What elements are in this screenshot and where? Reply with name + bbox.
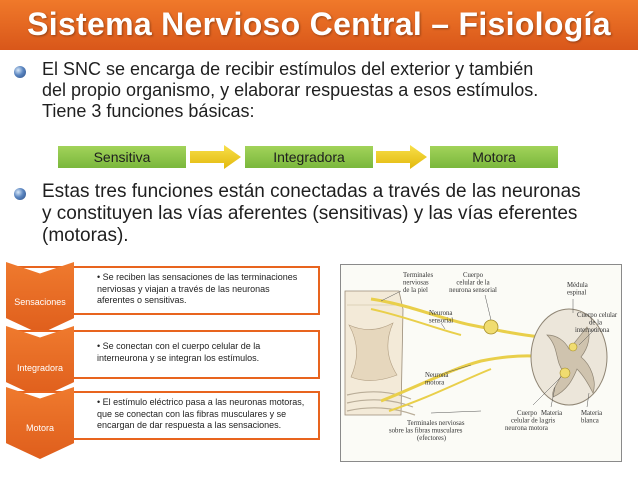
label-cuerpo-sensorial: Cuerpo celular de la neurona sensorial xyxy=(449,272,497,294)
label-neurona-sensorial: Neurona sensorial xyxy=(429,310,454,325)
function-sensitiva: Sensitiva xyxy=(58,146,186,168)
stage-line: • El estímulo eléctrico pasa a las neuronas motoras, xyxy=(97,397,305,407)
arrow-right-icon xyxy=(376,144,428,170)
bullet-icon xyxy=(14,66,26,78)
stage-line: aferentes o sensitivas. xyxy=(97,295,187,305)
title-bar xyxy=(0,0,638,50)
paragraph-intro xyxy=(42,59,538,122)
label-terminales-musculares: Terminales nerviosas sobre las fibras musculares (efectores) xyxy=(389,420,465,442)
label-materia-blanca: Materia blanca xyxy=(581,410,603,425)
paragraph-line: Tiene 3 funciones básicas: xyxy=(42,101,255,121)
stage-label: Motora xyxy=(25,423,54,433)
label-cuerpo-motora: Cuerpo celular de la neurona motora xyxy=(505,410,548,432)
paragraph-line: Estas tres funciones están conectadas a través de las neuronas xyxy=(42,181,581,202)
label-medula: Médula espinal xyxy=(567,282,588,297)
label-neurona-motora: Neurona motora xyxy=(425,372,449,387)
stage-line: nerviosas y viajan a través de las neuronas xyxy=(97,283,270,294)
label-materia-gris: Materia gris xyxy=(541,410,563,425)
paragraph-connection xyxy=(42,181,581,247)
stage-text xyxy=(97,397,314,432)
stage-label: Integradora xyxy=(16,363,64,373)
paragraph-line: (motoras). xyxy=(42,225,129,246)
bullet-icon xyxy=(14,188,26,200)
stage-line: • Se conectan con el cuerpo celular de la xyxy=(97,341,261,351)
stage-line: que se conectan con las fibras musculares y se xyxy=(97,408,287,419)
reflex-arc-diagram xyxy=(340,264,622,462)
paragraph-line: El SNC se encarga de recibir estímulos del exterior y también xyxy=(42,59,534,79)
label-cuerpo-interneurona: Cuerpo celular de la interneurona xyxy=(575,312,618,334)
stage-line: encargan de dar respuesta a las sensaciones. xyxy=(97,420,282,430)
stage-text xyxy=(97,272,314,307)
stage-text xyxy=(97,341,314,364)
stage-line: • Se reciben las sensaciones de las terminaciones xyxy=(97,272,298,282)
arrow-right-icon xyxy=(190,144,242,170)
stage-line: interneurona y se integran los estímulos. xyxy=(97,352,260,363)
paragraph-line: y constituyen las vías aferentes (sensitivas) y las vías eferentes xyxy=(42,203,578,224)
function-integradora: Integradora xyxy=(245,146,373,168)
stage-label: Sensaciones xyxy=(14,297,66,307)
label-terminales-piel: Terminales nerviosas de la piel xyxy=(403,272,434,294)
reflex-arc-illustration xyxy=(341,265,621,461)
page-title: Sistema Nervioso Central – Fisiología xyxy=(27,6,611,42)
function-motora: Motora xyxy=(430,146,558,168)
paragraph-line: del propio organismo, y elaborar respuestas a esos estímulos. xyxy=(42,80,539,100)
